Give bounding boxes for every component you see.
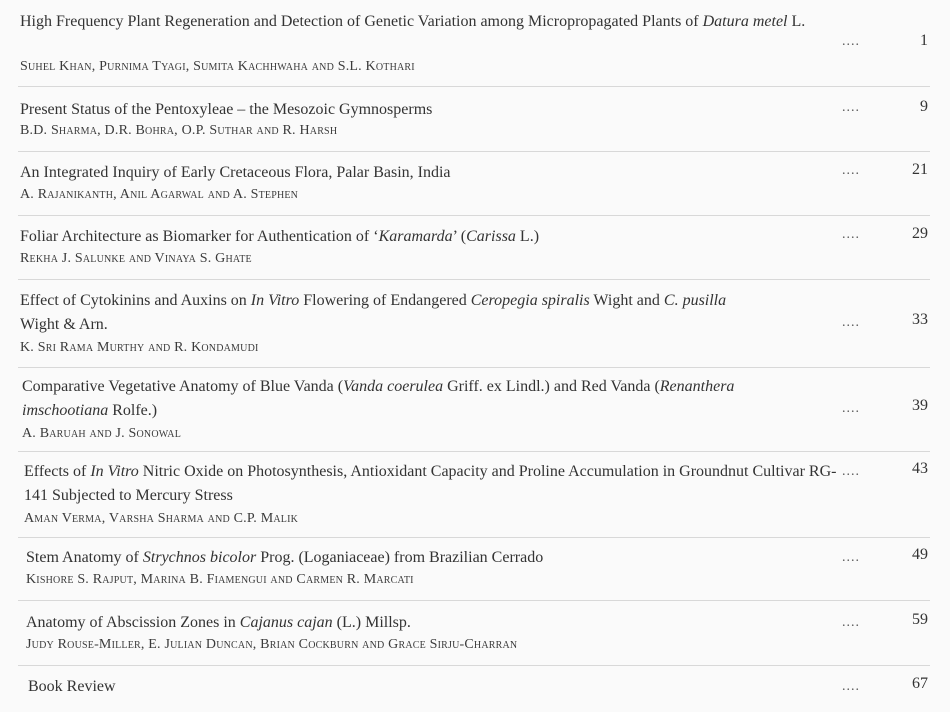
divider: [18, 215, 930, 216]
page-number: 43: [912, 460, 928, 477]
divider: [18, 279, 930, 280]
leader-dots: ....: [842, 464, 860, 479]
divider: [18, 665, 930, 666]
divider: [18, 537, 930, 538]
divider: [18, 151, 930, 152]
leader-dots: ....: [842, 100, 860, 115]
page-number: 49: [912, 546, 928, 563]
article-authors: K. Sri Rama Murthy and R. Kondamudi: [20, 340, 259, 355]
leader-dots: ....: [842, 679, 860, 694]
article-title: Book Review: [28, 678, 116, 695]
leader-dots: ....: [842, 315, 860, 330]
article-authors: Rekha J. Salunke and Vinaya S. Ghate: [20, 251, 252, 266]
page-number: 29: [912, 225, 928, 242]
article-authors: Suhel Khan, Purnima Tyagi, Sumita Kachhwaha and S.L. Kothari: [20, 59, 415, 74]
article-title: Stem Anatomy of Strychnos bicolor Prog. (Loganiaceae) from Brazilian Cerrado: [26, 549, 544, 566]
article-authors: Kishore S. Rajput, Marina B. Fiamengui and Carmen R. Marcati: [26, 572, 414, 587]
leader-dots: ....: [842, 615, 860, 630]
article-title: Anatomy of Abscission Zones in Cajanus cajan (L.) Millsp.: [26, 614, 411, 631]
page-number: 21: [912, 161, 928, 178]
leader-dots: ....: [842, 550, 860, 565]
leader-dots: ....: [842, 401, 860, 416]
page-number: 33: [912, 311, 928, 328]
page-number: 67: [912, 675, 928, 692]
article-authors: A. Rajanikanth, Anil Agarwal and A. Stephen: [20, 187, 299, 202]
page-number: 59: [912, 611, 928, 628]
article-title: Effect of Cytokinins and Auxins on In Vitro Flowering of Endangered Ceropegia spiralis Wight and C. pusilla Wight & Arn.: [20, 292, 727, 333]
article-title: Comparative Vegetative Anatomy of Blue Vanda (Vanda coerulea Griff. ex Lindl.) and Red Vanda (Renanthera imschootiana Rolfe.): [22, 378, 735, 419]
article-authors: A. Baruah and J. Sonowal: [22, 426, 182, 441]
divider: [18, 600, 930, 601]
page-number: 39: [912, 397, 928, 414]
leader-dots: ....: [842, 163, 860, 178]
page-number: 9: [920, 98, 928, 115]
leader-dots: ....: [842, 34, 860, 49]
page-number: 1: [920, 32, 928, 49]
article-authors: Aman Verma, Varsha Sharma and C.P. Malik: [24, 511, 299, 526]
divider: [18, 86, 930, 87]
article-title: Effects of In Vitro Nitric Oxide on Photosynthesis, Antioxidant Capacity and Proline Accumulation in Groundnut Cultivar RG-141 Subjected to Mercury Stress: [24, 463, 837, 504]
divider: [18, 451, 930, 452]
article-authors: Judy Rouse-Miller, E. Julian Duncan, Brian Cockburn and Grace Sirju-Charran: [26, 637, 518, 652]
divider: [18, 367, 930, 368]
article-title: Present Status of the Pentoxyleae – the Mesozoic Gymnosperms: [20, 101, 433, 118]
article-title: High Frequency Plant Regeneration and Detection of Genetic Variation among Micropropagated Plants of Datura metel L.: [20, 13, 806, 30]
article-title: An Integrated Inquiry of Early Cretaceous Flora, Palar Basin, India: [20, 164, 451, 181]
article-title: Foliar Architecture as Biomarker for Authentication of ‘Karamarda’ (Carissa L.): [20, 228, 540, 245]
leader-dots: ....: [842, 227, 860, 242]
article-authors: B.D. Sharma, D.R. Bohra, O.P. Suthar and R. Harsh: [20, 123, 338, 138]
